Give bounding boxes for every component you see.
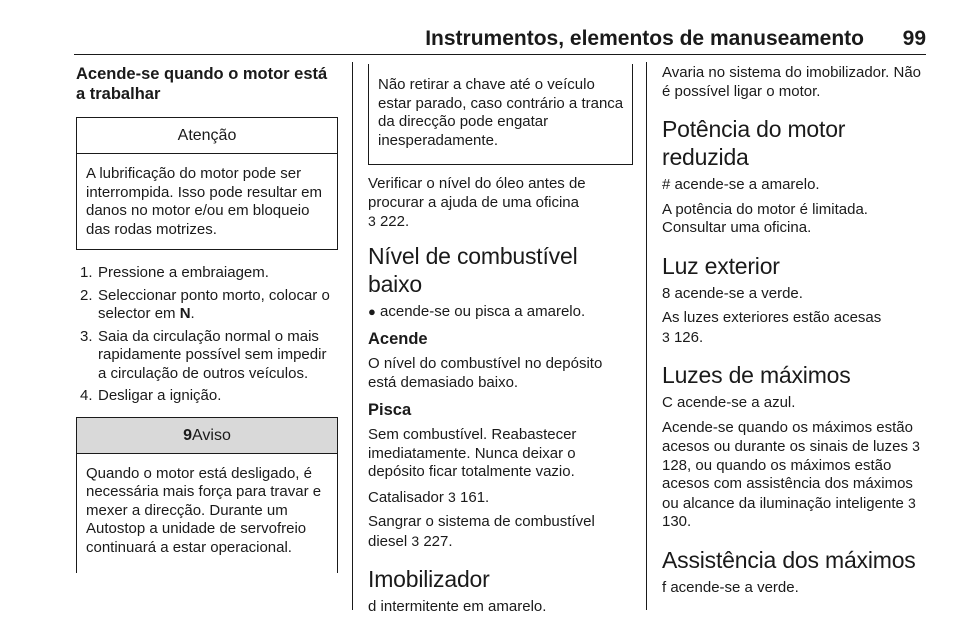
caution-text: A lubrificação do motor pode ser interrompida. Isso pode resultar em danos no motor e/ou em bloqueio das rodas motrizes. xyxy=(86,165,322,238)
steps-list xyxy=(76,264,338,406)
list-item: 3. Saia da circulação normal o mais rapidamente possível sem impedir a circulação de outros veículos. xyxy=(80,327,327,382)
fuel-blink-heading: Pisca xyxy=(368,401,412,419)
page-ref-arrow-icon: 3 xyxy=(912,438,920,454)
column-1 xyxy=(76,64,338,573)
immobiliser-status: d intermitente em amarelo. xyxy=(368,598,547,615)
gear-neutral-letter: N xyxy=(179,305,191,322)
high-beam-assist-icon: f xyxy=(662,578,667,596)
column-3 xyxy=(662,64,928,597)
fuel-status: ● acende-se ou pisca a amarelo. xyxy=(368,302,586,320)
page-ref-arrow-icon: 3 xyxy=(368,213,376,229)
page-ref-arrow-icon: 3 xyxy=(448,488,456,505)
list-item: 4. Desligar a ignição. xyxy=(80,387,222,404)
section-heading-running: Acende-se quando o motor está a trabalhar xyxy=(76,65,328,103)
page-number: 99 xyxy=(902,27,926,50)
warning-box xyxy=(76,417,338,574)
reduced-power-text: A potência do motor é limitada. Consultar uma oficina. xyxy=(662,200,868,236)
catalyst-ref: Catalisador 3 161. xyxy=(368,488,490,506)
section-heading-immobiliser: Imobilizador xyxy=(368,566,490,592)
section-heading-reduced-power: Potência do motor reduzida xyxy=(662,116,846,170)
column-separator-1 xyxy=(352,62,353,610)
header-rule xyxy=(74,54,926,55)
page-ref: 222. xyxy=(379,213,410,230)
exterior-light-text: As luzes exteriores estão acesas 3 126. xyxy=(662,309,882,346)
section-heading-fuel: Nível de combustível baixo xyxy=(368,242,578,297)
column-2 xyxy=(368,64,633,617)
fuel-on-heading: Acende xyxy=(368,330,428,348)
high-beam-icon: C xyxy=(662,394,673,411)
bleed-fuel-text: Sangrar o sistema de combustível diesel 3 227. xyxy=(368,513,595,550)
warning-title: Aviso xyxy=(192,426,231,444)
fuel-warning-icon: ● xyxy=(368,303,376,319)
immobiliser-icon: d xyxy=(368,598,377,615)
high-beam-status: C acende-se a azul. xyxy=(662,394,796,411)
exterior-light-icon: 8 xyxy=(662,284,671,302)
engine-power-icon: # xyxy=(662,176,671,193)
reduced-power-status: # acende-se a amarelo. xyxy=(662,176,820,193)
section-heading-high-beam-assist: Assistência dos máximos xyxy=(662,546,916,573)
immobiliser-fault-text: Avaria no sistema do imobilizador. Não é possível ligar o motor. xyxy=(662,64,922,100)
page-title: Instrumentos, elementos de manuseamento xyxy=(425,27,864,50)
oil-check-text: Verificar o nível do óleo antes de procurar a ajuda de uma oficina 3 222. xyxy=(368,175,586,230)
page-ref-arrow-icon: 3 xyxy=(908,494,916,511)
warning-header xyxy=(77,418,337,454)
high-beam-text: Acende-se quando os máximos estão acesos ou durante os sinais de luzes 3 128, ou quando os máximos estão acesos com assistência dos máximos ou alcance da iluminação inteligente 3 130. xyxy=(662,418,920,530)
section-heading-high-beam: Luzes de máximos xyxy=(662,362,851,388)
page-ref-arrow-icon: 3 xyxy=(411,532,420,549)
exterior-light-status: 8 acende-se a verde. xyxy=(662,284,803,302)
fuel-on-text: O nível do combustível no depósito está demasiado baixo. xyxy=(368,355,603,391)
list-item: 1. Pressione a embraiagem. xyxy=(80,264,269,281)
high-beam-assist-status: f acende-se a verde. xyxy=(662,578,799,596)
list-item: 2. Seleccionar ponto morto, colocar o selector em N. xyxy=(80,286,330,322)
warning-box-continued xyxy=(368,64,633,165)
warning-continued-text: Não retirar a chave até o veículo estar parado, caso contrário a tranca da direcção pode engatar inesperadamente. xyxy=(378,76,624,149)
fuel-blink-text: Sem combustível. Reabastecer imediatamente. Nunca deixar o depósito ficar totalmente vazio. xyxy=(368,426,577,480)
page-ref-arrow-icon: 3 xyxy=(662,328,670,345)
column-separator-2 xyxy=(646,62,647,610)
warning-text: Quando o motor está desligado, é necessária mais força para travar e mexer a direcção. Durante um Autostop a unidade de servofreio continuará a estar operacional. xyxy=(86,464,322,556)
section-heading-exterior-light: Luz exterior xyxy=(662,252,780,279)
caution-box xyxy=(76,117,338,250)
caution-title: Atenção xyxy=(77,118,337,154)
warning-icon: 9 xyxy=(183,426,193,444)
